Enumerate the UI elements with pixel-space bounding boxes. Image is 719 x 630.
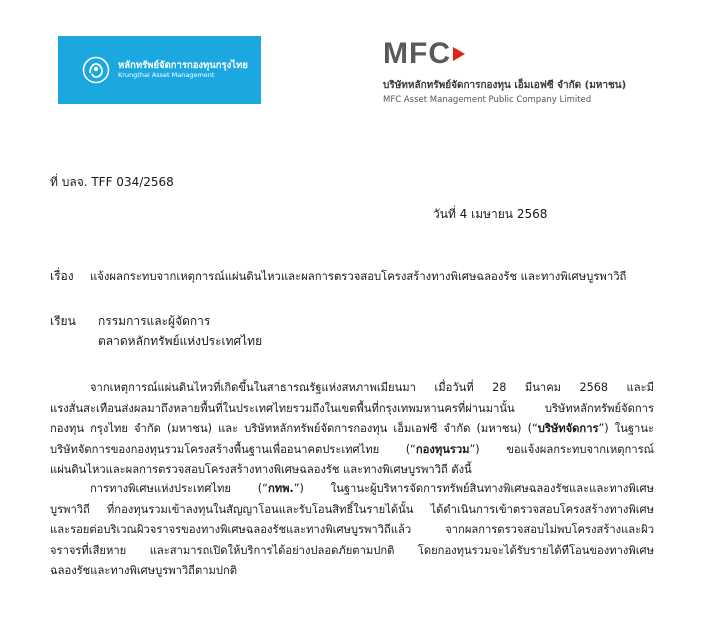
recipient-label: เรียน bbox=[50, 314, 76, 328]
recipient-line-2: ตลาดหลักทรัพย์แห่งประเทศไทย bbox=[98, 334, 263, 348]
mfc-mark bbox=[383, 38, 683, 70]
paragraph-2 bbox=[50, 479, 654, 582]
paragraph-1-line: แผ่นดินไหวและผลการตรวจสอบโครงสร้างทางพิเศษฉลองรัช และทางพิเศษบูรพาวิถี ดังนี้ bbox=[50, 463, 472, 476]
paragraph-2-line: จราจรที่เสียหาย และสามารถเปิดให้บริการได้อย่างปลอดภัยตามปกติ โดยกองทุนรวมจะได้รับรายได้ทีโอนของทางพิเศษ bbox=[50, 543, 654, 557]
paragraph-1-line: แรงสั่นสะเทือนส่งผลมาถึงหลายพื้นที่ในประเทศไทยรวมถึงในเขตพื้นที่กรุงเทพมหานครที่ผ่านมานั้น บริษัทหลักทรัพย์จัดการ bbox=[50, 401, 654, 415]
ktam-text bbox=[118, 61, 248, 79]
text-segment: ”) ในฐานะผู้บริหารจัดการทรัพย์สินทางพิเศษฉลองรัชและและทางพิเศษ bbox=[293, 482, 654, 495]
text-segment: การทางพิเศษแห่งประเทศไทย (“ bbox=[90, 482, 268, 495]
paragraph-2-line: และรอยต่อบริเวณผิวจราจรของทางพิเศษฉลองรัชและทางพิเศษบูรพาวิถีแล้ว จากผลการตรวจสอบไม่พบโครงสร้างและผิว bbox=[50, 523, 654, 536]
text-segment: กองทุน กรุงไทย จำกัด (มหาชน) และ บริษัทหลักทรัพย์จัดการกองทุน เอ็มเอฟซี จำกัด (มหาชน) (“ bbox=[50, 422, 538, 435]
mfc-arrow-icon bbox=[453, 47, 465, 61]
mfc-logo bbox=[383, 38, 683, 108]
paragraph-2-line: บูรพาวิถี ที่กองทุนรวมเข้าลงทุนในสัญญาโอนและรับโอนสิทธิ์ในรายได้นั้น ได้ดำเนินการเข้าตรวจสอบโครงสร้างทางพิเศษ bbox=[50, 502, 654, 516]
subject-label: เรื่อง bbox=[50, 269, 74, 283]
paragraph-1-line bbox=[50, 419, 654, 440]
ktam-logo bbox=[58, 36, 261, 104]
letter-date: วันที่ 4 เมษายน 2568 bbox=[433, 207, 548, 221]
ktam-name-en: Krungthai Asset Management bbox=[118, 70, 215, 79]
recipient-line-1: กรรมการและผู้จัดการ bbox=[98, 314, 211, 328]
paragraph-1 bbox=[50, 378, 654, 481]
subject-text: แจ้งผลกระทบจากเหตุการณ์แผ่นดินไหวและผลการตรวจสอบโครงสร้างทางพิเศษฉลองรัช และทางพิเศษบูรพาวิถี bbox=[90, 270, 627, 283]
reference-number: ที่ บลจ. TFF 034/2568 bbox=[50, 175, 174, 189]
mfc-name-en: MFC Asset Management Public Company Limited bbox=[383, 95, 592, 105]
ktam-name-th: หลักทรัพย์จัดการกองทุนกรุงไทย bbox=[118, 59, 248, 71]
mfc-name-th: บริษัทหลักทรัพย์จัดการกองทุน เอ็มเอฟซี จำกัด (มหาชน) bbox=[383, 80, 627, 91]
text-segment: บริษัทจัดการของกองทุนรวมโครงสร้างพื้นฐานเพื่ออนาคตประเทศไทย (“ bbox=[50, 442, 416, 456]
paragraph-2-line: ฉลองรัชและทางพิเศษบูรพาวิถีตามปกติ bbox=[50, 564, 238, 577]
term-management-company: บริษัทจัดการ bbox=[537, 422, 599, 435]
mfc-wordmark: MFC bbox=[383, 37, 451, 70]
term-fund: กองทุนรวม bbox=[415, 442, 470, 456]
term-exat: กทพ. bbox=[267, 482, 294, 495]
text-segment: ”) ในฐานะ bbox=[598, 422, 654, 435]
ktam-emblem-icon bbox=[82, 56, 110, 84]
paragraph-1-line bbox=[50, 440, 654, 461]
paragraph-1-line: จากเหตุการณ์แผ่นดินไหวที่เกิดขึ้นในสาธารณรัฐแห่งสหภาพเมียนมา เมื่อวันที่ 28 มีนาคม 2568 และมี bbox=[90, 381, 654, 394]
text-segment: ”) ขอแจ้งผลกระทบจากเหตุการณ์ bbox=[469, 442, 654, 456]
paragraph-2-line bbox=[50, 479, 654, 500]
